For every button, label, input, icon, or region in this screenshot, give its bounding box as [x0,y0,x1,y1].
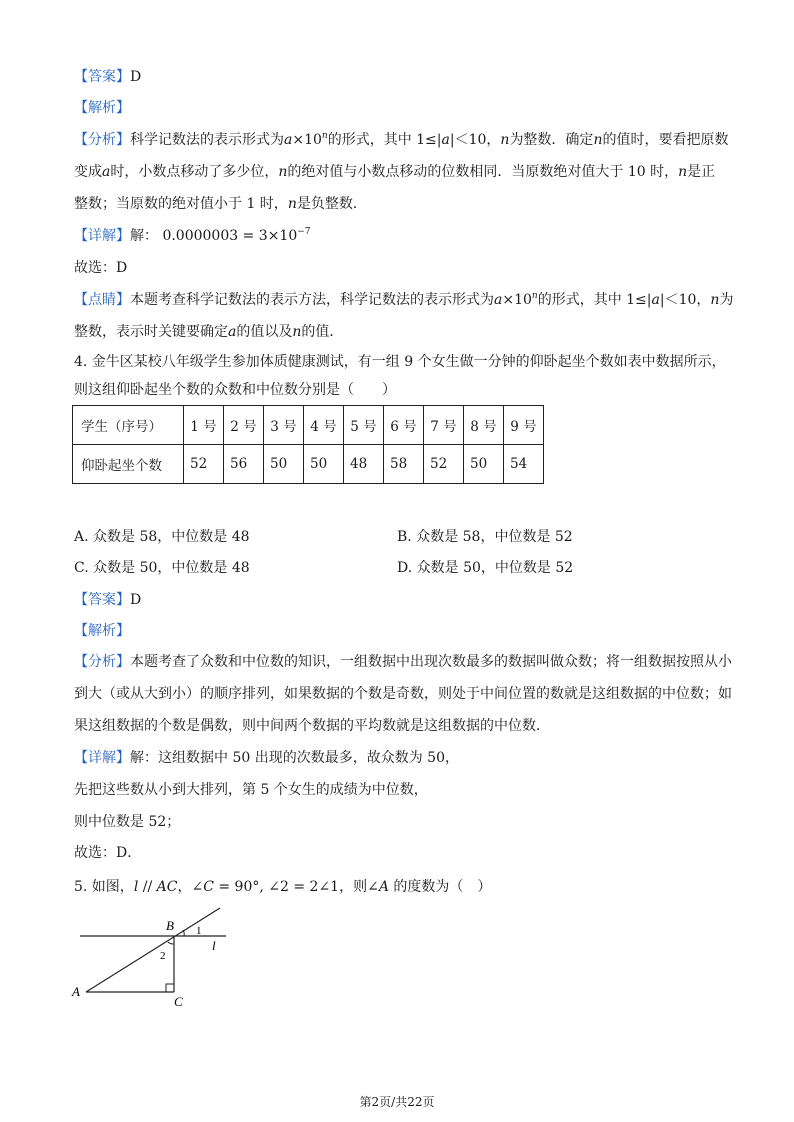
var-a: a [651,292,660,308]
table-header-cell: 仰卧起坐个数 [73,445,184,484]
var-n: n [678,164,688,180]
q3-fenxi-line-1 [74,130,734,150]
var-a: a [494,292,503,308]
text: 5. 如图， [74,879,134,895]
table-cell: 56 [224,445,264,484]
option-c: C. 众数是 50，中位数是 48 [74,560,250,576]
table-cell: 9 号 [504,406,544,445]
text: 为 [719,292,734,308]
times-ten: ×10 [502,292,532,308]
text: 是正 [687,164,716,180]
label-a: A [72,984,80,999]
page-footer: 第2页/共22页 [359,1095,435,1109]
var-n: n [593,132,603,148]
q4-choice-line: 故选：D． [74,845,142,861]
text: 本题考查科学记数法的表示方法，科学记数法的表示形式为 [130,292,494,308]
var-n-exp: n [321,131,328,141]
var-a: a [102,164,111,180]
table-cell: 50 [464,445,504,484]
q4-analysis-heading [74,621,734,641]
angle-2-arc [168,942,174,944]
text: 是负整数． [296,196,367,212]
fenxi-tag: 【分析】 [74,132,130,148]
var-l: l [133,879,139,895]
var-a: a [441,132,450,148]
formula: 解： 0.0000003 = 3×10 [130,228,298,244]
table-cell: 8 号 [464,406,504,445]
var-c: C [203,879,214,895]
text: 的形式，其中 1≤| [327,132,442,148]
table-cell: 48 [344,445,384,484]
table-cell: 2 号 [224,406,264,445]
text: 的形式，其中 1≤| [537,292,652,308]
q4-stem-line-1: 4. 金牛区某校八年级学生参加体质健康测试，有一组 9 个女生做一分钟的仰卧起坐个数如表中数据所示， [74,354,726,370]
text: 整数；当原数的绝对值小于 1 时， [74,196,288,212]
q3-dianjing-line-1 [74,290,734,310]
table-cell: 52 [424,445,464,484]
table-cell: 1 号 [184,406,224,445]
parallel-symbol: // [138,879,157,895]
q3-analysis-heading [74,98,734,118]
label-l: l [212,938,216,953]
var-n: n [287,196,297,212]
q3-fenxi-line-3 [74,194,734,214]
q3-xiangjie-line [74,226,734,246]
text: 解：这组数据中 50 出现的次数最多，故众数为 50， [130,750,459,766]
xiangjie-tag: 【详解】 [74,750,130,766]
var-n-exp: n [531,291,538,301]
exponent: −7 [297,227,311,237]
var-n: n [500,132,510,148]
text: 为整数．确定 [509,132,594,148]
var-n: n [278,164,288,180]
label-b: B [166,918,174,933]
answer-tag: 【答案】 [74,69,130,85]
table-cell: 3 号 [264,406,304,445]
table-row [73,445,544,484]
right-angle-mark [166,984,174,992]
q4-xiangjie-line-3: 则中位数是 52； [74,814,181,830]
table-header-cell: 学生（序号） [73,406,184,445]
table-cell: 6 号 [384,406,424,445]
q3-fenxi-line-2 [74,162,734,182]
q4-xiangjie-line-1 [74,748,734,768]
table-row [73,406,544,445]
answer-value: D [130,69,142,85]
var-n: n [292,324,302,340]
q4-fenxi-line-3: 果这组数据的个数是偶数，则中间两个数据的平均数就是这组数据的中位数． [74,718,550,734]
scores-table [72,405,544,484]
option-b: B. 众数是 58，中位数是 52 [397,529,573,545]
xiangjie-tag: 【详解】 [74,228,130,244]
option-a: A. 众数是 58，中位数是 48 [74,529,250,545]
q4-fenxi-line-1 [74,652,734,672]
analysis-tag: 【解析】 [74,100,130,116]
var-a: a [228,324,237,340]
angle-1-arc [183,930,184,936]
transversal-ab [86,908,220,992]
label-angle-1: 1 [196,925,202,937]
q5-stem [74,877,734,897]
table-cell: 50 [264,445,304,484]
text: 变成 [74,164,102,180]
dianjing-tag: 【点睛】 [74,292,130,308]
table-cell: 7 号 [424,406,464,445]
fenxi-tag: 【分析】 [74,654,130,670]
text: 的值时，要看把原数 [602,132,729,148]
answer-value: D [130,592,142,608]
analysis-tag: 【解析】 [74,623,130,639]
table-cell: 54 [504,445,544,484]
q3-choice-line [74,258,734,278]
table-cell: 50 [304,445,344,484]
text: 的度数为（ ） [388,879,492,895]
text: 的值以及 [236,324,293,340]
q4-stem-line-2: 则这组仰卧起坐个数的众数和中位数分别是（ ） [74,382,396,398]
var-ac: AC [156,879,178,895]
choice-text: 故选：D [74,260,128,276]
text: |＜10， [449,132,501,148]
table-cell: 58 [384,445,424,484]
label-angle-2: 2 [160,950,166,962]
text: 本题考查了众数和中位数的知识，一组数据中出现次数最多的数据叫做众数；将一组数据按照从小 [130,654,732,670]
text: ，∠ [177,879,204,895]
text: 的值． [301,324,344,340]
table-cell: 4 号 [304,406,344,445]
text: 的绝对值与小数点移动的位数相同．当原数绝对值大于 10 时， [287,164,679,180]
times-ten: ×10 [292,132,322,148]
text: = 90°, ∠2 = 2∠1，则∠ [213,879,379,895]
var-n: n [710,292,720,308]
text: 科学记数法的表示形式为 [130,132,284,148]
q4-answer-line [74,590,734,610]
label-c: C [174,994,183,1009]
text: |＜10， [659,292,711,308]
geometry-figure [66,900,236,1012]
q3-answer-line [74,67,734,87]
answer-tag: 【答案】 [74,592,130,608]
table-cell: 52 [184,445,224,484]
text: 整数，表示时关键要确定 [74,324,228,340]
table-cell: 5 号 [344,406,384,445]
var-a-angle: A [378,879,389,895]
option-d: D. 众数是 50，中位数是 52 [397,560,574,576]
q4-fenxi-line-2: 到大（或从大到小）的顺序排列，如果数据的个数是奇数，则处于中间位置的数就是这组数据的中位数；如 [74,686,732,702]
var-a: a [284,132,293,148]
text: 时，小数点移动了多少位， [110,164,279,180]
q3-dianjing-line-2 [74,322,734,342]
q4-xiangjie-line-2: 先把这些数从小到大排列，第 5 个女生的成绩为中位数， [74,782,428,798]
